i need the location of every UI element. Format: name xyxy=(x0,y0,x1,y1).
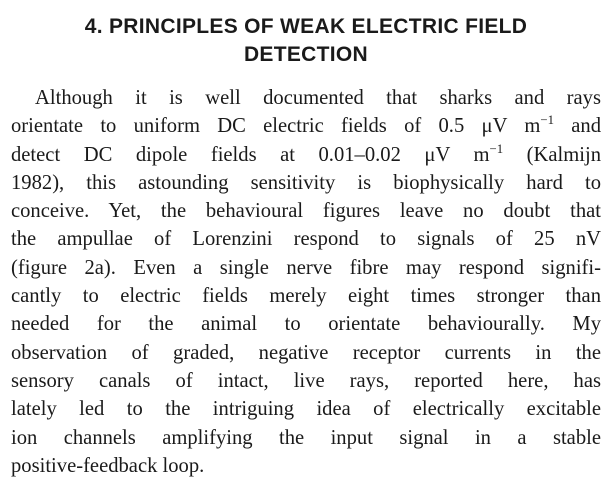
section-heading xyxy=(0,13,612,69)
paragraph-line: 1982), this astounding sensitivity is biophysically hard to xyxy=(11,171,601,194)
body-paragraph xyxy=(11,84,601,480)
paragraph-line: (figure 2a). Even a single nerve fibre may respond signifi- xyxy=(11,256,601,279)
paragraph-line: sensory canals of intact, live rays, reported here, has xyxy=(11,369,601,392)
superscript: −1 xyxy=(489,141,504,156)
paragraph-line: Although it is well documented that sharks and rays xyxy=(35,87,601,109)
paragraph-line: orientate to uniform DC electric fields of 0.5 μV $m^{-1}$ and xyxy=(11,113,602,138)
paragraph-line: lately led to the intriguing idea of electrically excitable xyxy=(11,398,601,421)
superscript: −1 xyxy=(540,113,554,128)
paragraph-line: observation of graded, negative receptor currents in the xyxy=(11,341,601,364)
section-heading-line-1: 4. PRINCIPLES OF WEAK ELECTRIC FIELD xyxy=(84,15,528,38)
paragraph-line: the ampullae of Lorenzini respond to signals of 25 nV xyxy=(11,228,601,251)
paragraph-line: ion channels amplifying the input signal in a stable xyxy=(11,426,601,449)
paragraph-line: positive-feedback loop. xyxy=(11,454,205,477)
paragraph-line: needed for the animal to orientate behaviourally. My xyxy=(11,313,601,336)
paragraph-line: detect DC dipole fields at 0.01–0.02 μV $m^{-1}$ (Kalmijn xyxy=(11,141,601,166)
section-heading-line-2: DETECTION xyxy=(243,43,369,66)
paragraph-line: conceive. Yet, the behavioural figures leave no doubt that xyxy=(11,200,601,223)
paragraph-line: cantly to electric fields merely eight times stronger than xyxy=(11,285,601,308)
